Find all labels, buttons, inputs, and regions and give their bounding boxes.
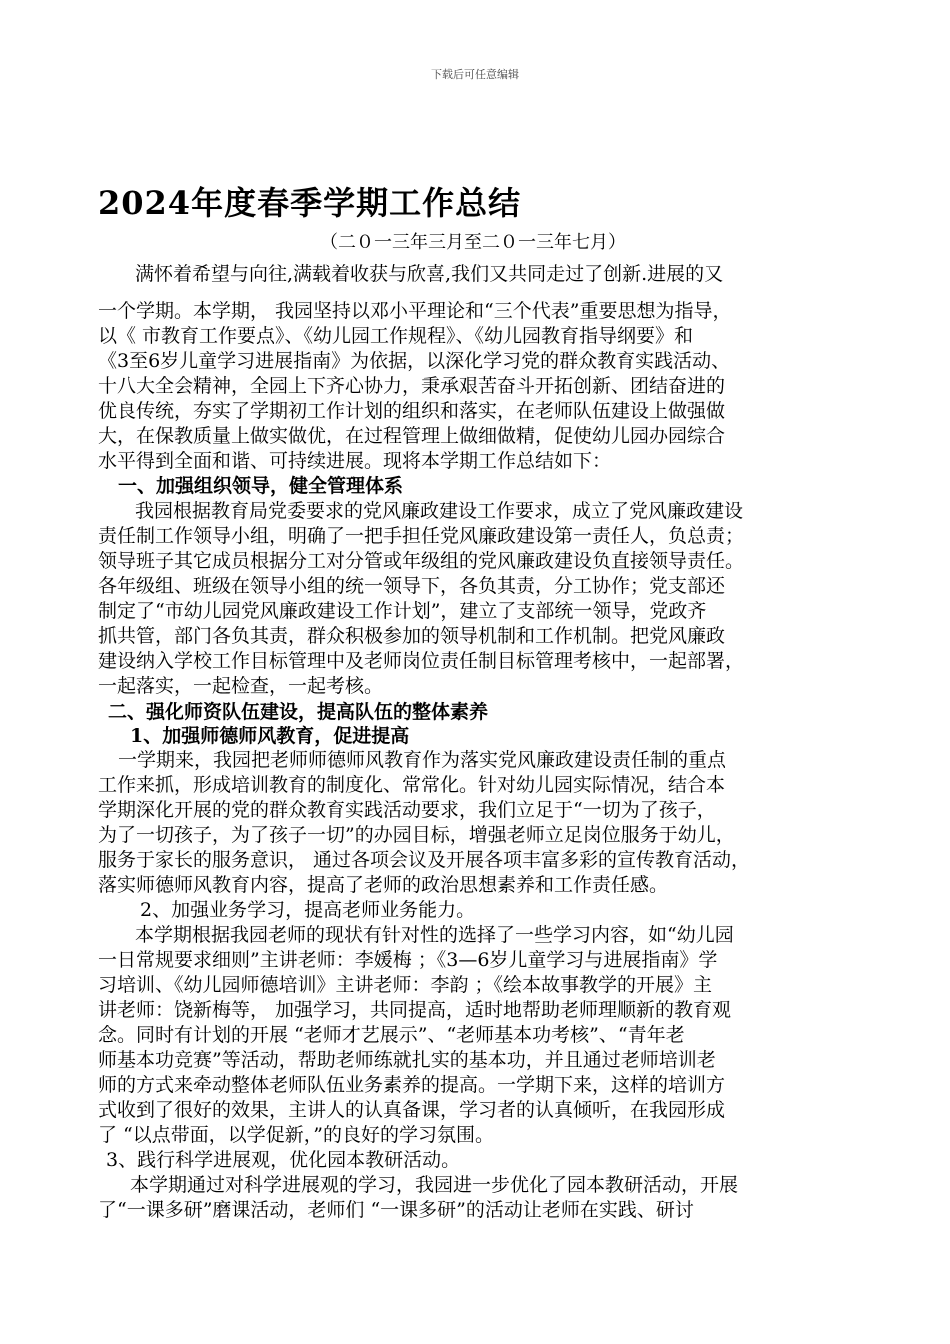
body-line: 一个学期。本学期， 我园坚持以邓小平理论和“三个代表”重要思想为指导， xyxy=(98,300,732,322)
body-line: 一起落实，一起检查，一起考核。 xyxy=(98,675,384,697)
body-line: 以《 市教育工作要点》、《幼儿园工作规程》、《幼儿园教育指导纲要》和 xyxy=(98,325,694,347)
body-line: 抓共管，部门各负其责，群众积极参加的领导机制和工作机制。把党风廉政 xyxy=(98,625,726,647)
body-line: 责任制工作领导小组，明确了一把手担任党风廉政建设第一责任人，负总责； xyxy=(98,525,745,547)
body-line: 优良传统，夯实了学期初工作计划的组织和落实，在老师队伍建设上做强做 xyxy=(98,400,726,422)
body-line: 学期深化开展的党的群众教育实践活动要求，我们立足于“一切为了孩子， xyxy=(98,799,716,821)
body-line: 满怀着希望与向往,满载着收获与欣喜,我们又共同走过了创新.进展的又 xyxy=(135,263,724,285)
body-line: 式收到了很好的效果，主讲人的认真备课，学习者的认真倾听，在我园形成 xyxy=(98,1099,726,1121)
body-line: 落实师德师风教育内容，提高了老师的政治思想素养和工作责任感。 xyxy=(98,874,669,896)
body-line: 一日常规要求细则”主讲老师：李媛梅 ；《3—6岁儿童学习与进展指南》学 xyxy=(98,949,718,971)
header-note: 下载后可任意编辑 xyxy=(431,68,519,81)
document-subtitle: （二０一三年三月至二０一三年七月） xyxy=(320,232,626,253)
body-line: 大，在保教质量上做实做优，在过程管理上做细做精，促使幼儿园办园综合 xyxy=(98,425,726,447)
section-heading: 1、加强师德师风教育，促进提高 xyxy=(130,725,410,747)
body-line: 服务于家长的服务意识， 通过各项会议及开展各项丰富多彩的宣传教育活动， xyxy=(98,849,751,871)
body-line: 本学期根据我园老师的现状有针对性的选择了一些学习内容，如“幼儿园 xyxy=(135,924,734,946)
body-line: 了 “以点带面，以学促新，”的良好的学习氛围。 xyxy=(98,1124,494,1146)
body-line: 习培训、《幼儿园师德培训》主讲老师：李韵 ；《绘本故事教学的开展》主 xyxy=(98,974,713,996)
body-line: 建设纳入学校工作目标管理中及老师岗位责任制目标管理考核中，一起部署， xyxy=(98,650,745,672)
body-line: 水平得到全面和谐、可持续进展。现将本学期工作总结如下： xyxy=(98,450,612,472)
body-line: 工作来抓，形成培训教育的制度化、常常化。针对幼儿园实际情况，结合本 xyxy=(98,774,726,796)
body-line: 念。同时有计划的开展 “老师才艺展示”、“老师基本功考核”、“青年老 xyxy=(98,1024,685,1046)
body-line: 领导班子其它成员根据分工对分管或年级组的党风廉政建设负直接领导责任。 xyxy=(98,550,745,572)
body-line: 《3至6岁儿童学习进展指南》为依据，以深化学习党的群众教育实践活动、 xyxy=(98,350,731,372)
section-heading: 一、加强组织领导，健全管理体系 xyxy=(118,475,404,497)
body-line: 我园根据教育局党委要求的党风廉政建设工作要求，成立了党风廉政建设 xyxy=(135,500,744,522)
body-line: 讲老师：饶新梅等， 加强学习，共同提高，适时地帮助老师理顺新的教育观 xyxy=(98,999,732,1021)
body-line: 本学期通过对科学进展观的学习，我园进一步优化了园本教研活动，开展 xyxy=(130,1174,739,1196)
body-line: 师基本功竞赛”等活动，帮助老师练就扎实的基本功，并且通过老师培训老 xyxy=(98,1049,716,1071)
section-heading: 二、强化师资队伍建设，提高队伍的整体素养 xyxy=(108,701,489,723)
body-line: 师的方式来牵动整体老师队伍业务素养的提高。一学期下来，这样的培训方 xyxy=(98,1074,726,1096)
document-title: 2024年度春季学期工作总结 xyxy=(98,184,522,222)
body-line: 为了一切孩子，为了孩子一切”的办园目标，增强老师立足岗位服务于幼儿， xyxy=(98,824,735,846)
body-line: 各年级组、班级在领导小组的统一领导下，各负其责，分工协作；党支部还 xyxy=(98,575,726,597)
body-line: 了“一课多研”磨课活动，老师们 “一课多研”的活动让老师在实践、研讨 xyxy=(98,1199,694,1221)
body-line: 一学期来，我园把老师师德师风教育作为落实党风廉政建设责任制的重点 xyxy=(118,749,727,771)
body-line: 制定了“市幼儿园党风廉政建设工作计划”，建立了支部统一领导，党政齐 xyxy=(98,600,707,622)
body-line: 十八大全会精神，全园上下齐心协力，秉承艰苦奋斗开拓创新、团结奋进的 xyxy=(98,375,726,397)
body-line: 3、践行科学进展观，优化园本教研活动。 xyxy=(106,1149,461,1171)
body-line: 2、加强业务学习，提高老师业务能力。 xyxy=(140,899,476,921)
